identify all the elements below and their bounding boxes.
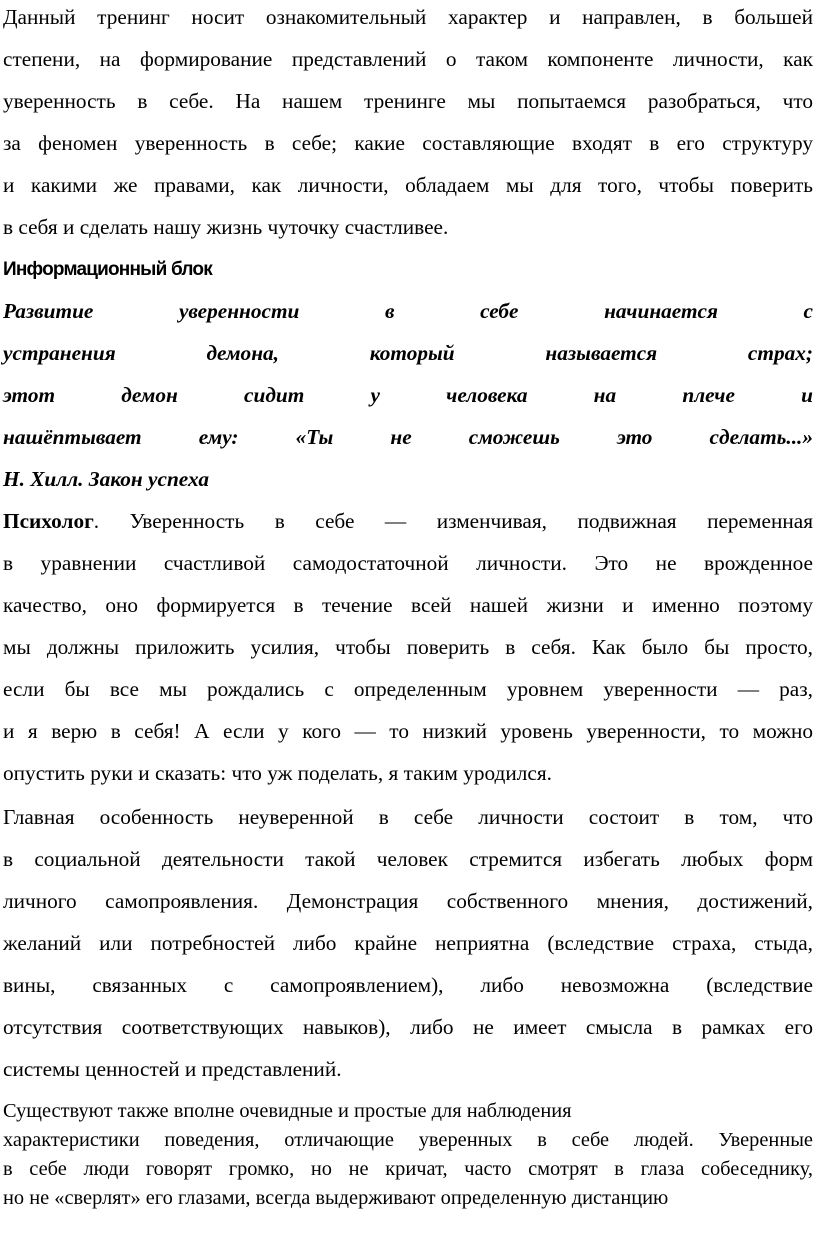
- paragraph3-line-2: в социальной деятельности такой человек стремится избегать любых форм: [3, 847, 813, 871]
- paragraph1-line-1: Данный тренинг носит ознакомительный характер и направлен, в большей: [3, 5, 813, 29]
- paragraph1-line-5: и какими же правами, как личности, обладаем мы для того, чтобы поверить: [3, 173, 813, 197]
- paragraph1-line-4: за феномен уверенность в себе; какие составляющие входят в его структуру: [3, 131, 813, 155]
- paragraph4-line-3: в себе люди говорят громко, но не кричат, часто смотрят в глаза собеседнику,: [3, 1158, 813, 1180]
- quote-line-1: Развитие уверенности в себе начинается с: [3, 299, 813, 323]
- psychologist-line-4: мы должны приложить усилия, чтобы поверить в себя. Как было бы просто,: [3, 635, 813, 659]
- info-block-heading: Информационный блок: [3, 259, 212, 280]
- paragraph1-line-6: в себя и сделать нашу жизнь чуточку счастливее.: [3, 215, 449, 239]
- quote-line-4: нашёптывает ему: «Ты не сможешь это сделать...»: [3, 425, 813, 449]
- quote-author: Н. Хилл. Закон успеха: [3, 467, 209, 491]
- paragraph1-line-3: уверенность в себе. На нашем тренинге мы попытаемся разобраться, что: [3, 89, 813, 113]
- psychologist-line-5: если бы все мы рождались с определенным уровнем уверенности — раз,: [3, 677, 813, 701]
- paragraph3-line-7: системы ценностей и представлений.: [3, 1057, 342, 1081]
- paragraph3-line-1: Главная особенность неуверенной в себе личности состоит в том, что: [3, 805, 813, 829]
- psychologist-line-6: и я верю в себя! А если у кого — то низкий уровень уверенности, то можно: [3, 719, 813, 743]
- paragraph1-line-2: степени, на формирование представлений о таком компоненте личности, как: [3, 47, 813, 71]
- paragraph4-line-1: Существуют также вполне очевидные и простые для наблюдения: [3, 1100, 572, 1122]
- paragraph4-line-4: но не «сверлят» его глазами, всегда выдерживают определенную дистанцию: [3, 1187, 669, 1209]
- psychologist-line-2: в уравнении счастливой самодостаточной личности. Это не врожденное: [3, 551, 813, 575]
- psychologist-line-1: [3, 508, 813, 534]
- paragraph3-line-5: вины, связанных с самопроявлением), либо невозможна (вследствие: [3, 973, 813, 997]
- psychologist-line-1-text: . Уверенность в себе — изменчивая, подвижная переменная: [93, 509, 813, 533]
- psychologist-line-7: опустить руки и сказать: что уж поделать, я таким уродился.: [3, 761, 552, 785]
- paragraph3-line-3: личного самопроявления. Демонстрация собственного мнения, достижений,: [3, 889, 813, 913]
- paragraph3-line-6: отсутствия соответствующих навыков), либо не имеет смысла в рамках его: [3, 1015, 813, 1039]
- paragraph3-line-4: желаний или потребностей либо крайне неприятна (вследствие страха, стыда,: [3, 931, 813, 955]
- quote-line-3: этот демон сидит у человека на плече и: [3, 383, 813, 407]
- psychologist-line-3: качество, оно формируется в течение всей нашей жизни и именно поэтому: [3, 593, 813, 617]
- paragraph4-line-2: характеристики поведения, отличающие уверенных в себе людей. Уверенные: [3, 1129, 813, 1151]
- quote-line-2: устранения демона, который называется страх;: [3, 341, 813, 365]
- psychologist-label: Психолог: [3, 509, 94, 533]
